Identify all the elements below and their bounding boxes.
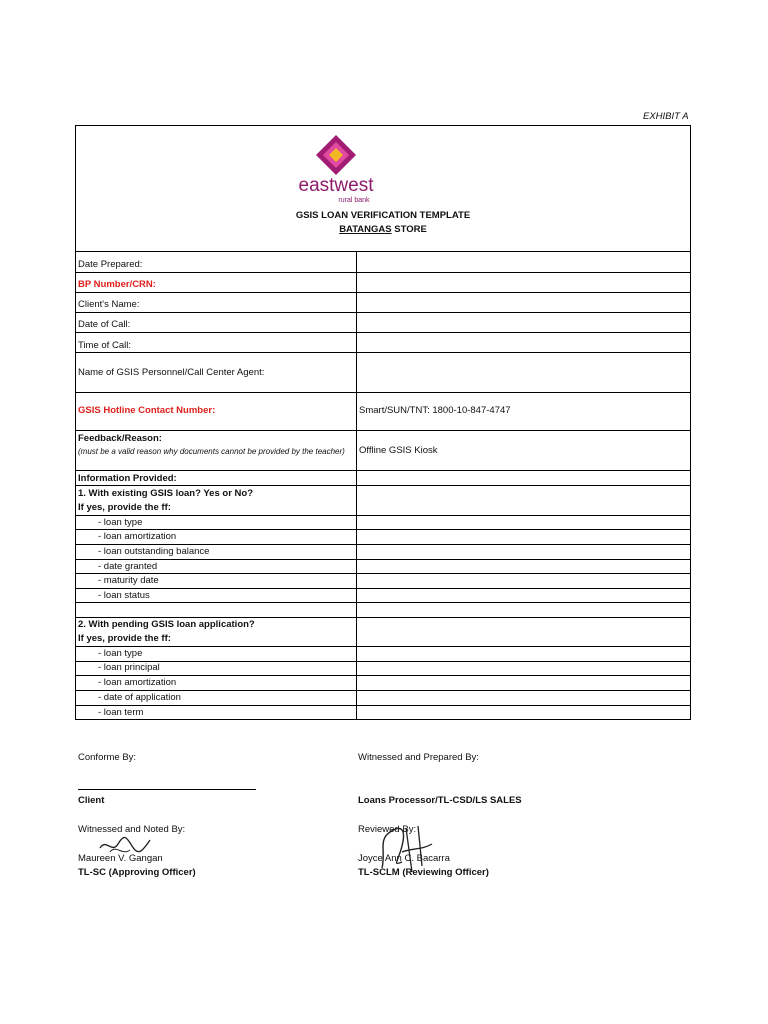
q1-item: - loan amortization (98, 531, 177, 542)
reviewed-by-label: Reviewed By: (358, 824, 417, 835)
row-divider (75, 292, 691, 293)
feedback-value: Offline GSIS Kiosk (359, 445, 438, 456)
q2-item: - loan principal (98, 662, 160, 673)
row-divider (75, 675, 691, 676)
exhibit-label: EXHIBIT A (643, 111, 689, 122)
approver-name: Maureen V. Gangan (78, 853, 163, 864)
q1-item: - maturity date (98, 575, 159, 586)
q1-item: - loan outstanding balance (98, 546, 210, 557)
approver-title: TL-SC (Approving Officer) (78, 867, 196, 878)
store-line (75, 224, 691, 235)
conforme-label: Conforme By: (78, 752, 137, 763)
clients-name-label: Client's Name: (78, 299, 140, 310)
row-divider (75, 515, 691, 516)
q2-item: - loan term (98, 707, 144, 718)
info-heading: Information Provided: (78, 473, 177, 484)
feedback-label: Feedback/Reason: (78, 433, 162, 444)
client-label: Client (78, 795, 105, 806)
row-divider (75, 251, 691, 252)
store-name: BATANGAS (339, 224, 392, 235)
row-divider (75, 485, 691, 486)
row-divider (75, 602, 691, 603)
row-divider (75, 312, 691, 313)
q2-item: - loan type (98, 648, 143, 659)
row-divider (75, 544, 691, 545)
feedback-note: (must be a valid reason why documents cannot be provided by the teacher) (78, 447, 345, 456)
row-divider (75, 588, 691, 589)
q2-item: - loan amortization (98, 677, 177, 688)
row-divider (75, 352, 691, 353)
row-divider (75, 690, 691, 691)
row-divider (75, 617, 691, 618)
question-2-sub: If yes, provide the ff: (78, 633, 171, 644)
row-divider (75, 559, 691, 560)
row-divider (75, 272, 691, 273)
hotline-label: GSIS Hotline Contact Number: (78, 405, 216, 416)
q1-item: - date granted (98, 561, 158, 572)
svg-text:rural bank: rural bank (338, 197, 370, 204)
client-signature-line (78, 789, 256, 790)
row-divider (75, 332, 691, 333)
row-divider (75, 392, 691, 393)
template-title: GSIS LOAN VERIFICATION TEMPLATE (295, 210, 471, 221)
column-divider (356, 251, 357, 720)
date-of-call-label: Date of Call: (78, 319, 131, 330)
date-prepared-label: Date Prepared: (78, 259, 143, 270)
q2-item: - date of application (98, 692, 181, 703)
reviewer-title: TL-SCLM (Reviewing Officer) (358, 867, 489, 878)
question-1: 1. With existing GSIS loan? Yes or No? (78, 488, 253, 499)
store-suffix: STORE (391, 224, 427, 235)
bp-number-label: BP Number/CRN: (78, 279, 156, 290)
row-divider (75, 430, 691, 431)
agent-name-label: Name of GSIS Personnel/Call Center Agent: (78, 367, 265, 378)
row-divider (75, 705, 691, 706)
q1-item: - loan status (98, 590, 150, 601)
row-divider (75, 646, 691, 647)
question-2: 2. With pending GSIS loan application? (78, 619, 255, 630)
eastwest-logo (290, 132, 382, 206)
loans-processor-label: Loans Processor/TL-CSD/LS SALES (358, 795, 522, 806)
witnessed-noted-label: Witnessed and Noted By: (78, 824, 186, 835)
svg-text:eastwest: eastwest (298, 175, 374, 196)
time-of-call-label: Time of Call: (78, 340, 131, 351)
witnessed-prepared-label: Witnessed and Prepared By: (358, 752, 479, 763)
row-divider (75, 470, 691, 471)
row-divider (75, 573, 691, 574)
row-divider (75, 661, 691, 662)
q1-item: - loan type (98, 517, 143, 528)
row-divider (75, 529, 691, 530)
hotline-value: Smart/SUN/TNT: 1800-10-847-4747 (359, 405, 511, 416)
question-1-sub: If yes, provide the ff: (78, 502, 171, 513)
reviewer-name: Joyce Ann C. Bacarra (358, 853, 450, 864)
